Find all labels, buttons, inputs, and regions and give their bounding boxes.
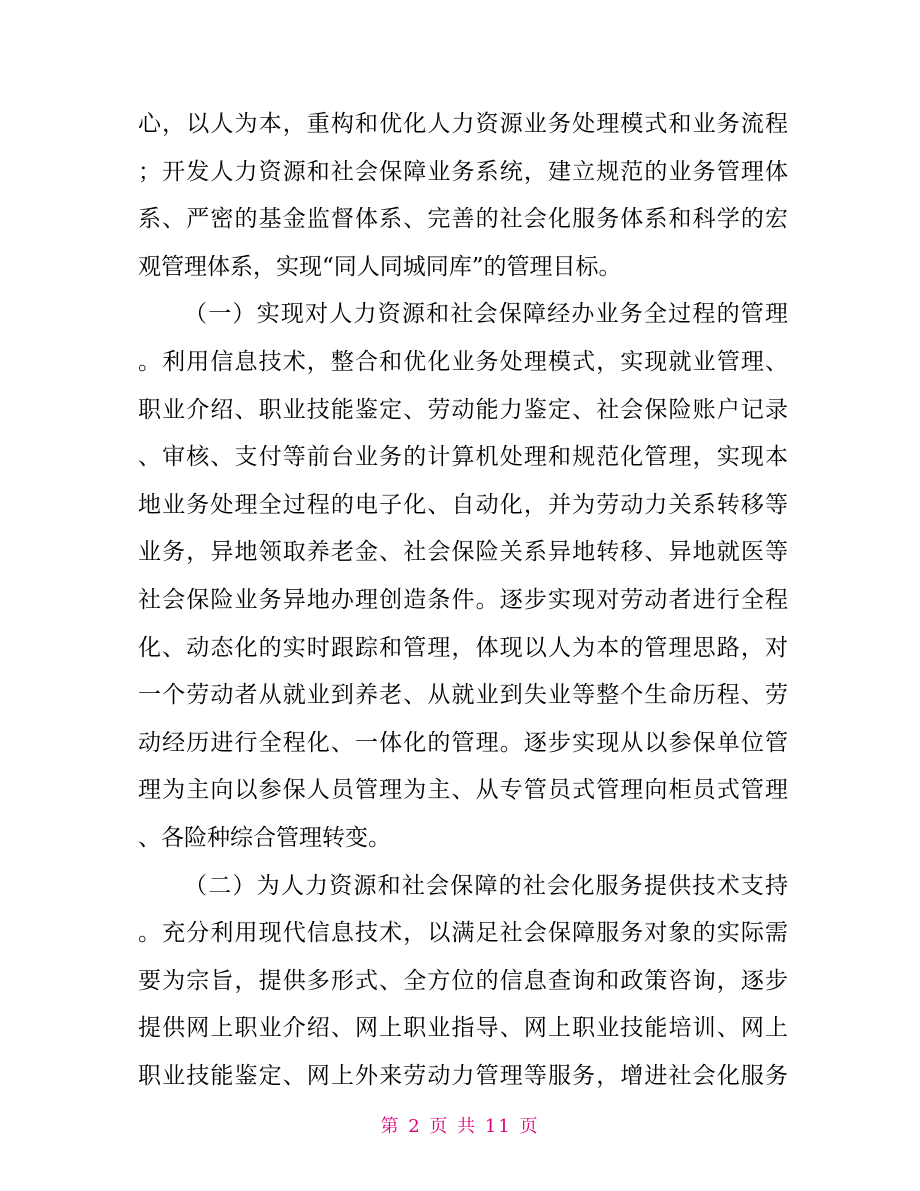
text-line: 理为主向以参保人员管理为主、从专管员式管理向柜员式管理 (138, 777, 788, 804)
text-line: 业务，异地领取养老金、社会保险关系异地转移、异地就医等 (138, 539, 788, 566)
document-body (138, 101, 788, 1100)
text-line: 、审核、支付等前台业务的计算机处理和规范化管理，实现本 (138, 444, 788, 471)
text-line: 化、动态化的实时跟踪和管理，体现以人为本的管理思路，对 (138, 634, 788, 661)
text-line: 。充分利用现代信息技术，以满足社会保障服务对象的实际需 (138, 920, 788, 947)
text-line: 地业务处理全过程的电子化、自动化，并为劳动力关系转移等 (138, 491, 788, 518)
section-heading-1: （一）实现对人力资源和社会保障经办业务全过程的管理 (184, 301, 788, 328)
section-heading-2: （二）为人力资源和社会保障的社会化服务提供技术支持 (184, 872, 788, 899)
text-line: 、各险种综合管理转变。 (138, 824, 391, 851)
text-line: 社会保险业务异地办理创造条件。逐步实现对劳动者进行全程 (138, 586, 788, 613)
text-line: 心，以人为本，重构和优化人力资源业务处理模式和业务流程 (138, 111, 788, 137)
text-line: 一个劳动者从就业到养老、从就业到失业等整个生命历程、劳 (138, 682, 788, 709)
text-line: 系、严密的基金监督体系、完善的社会化服务体系和科学的宏 (138, 206, 788, 233)
text-line: 。利用信息技术，整合和优化业务处理模式，实现就业管理、 (138, 348, 788, 375)
text-line: ；开发人力资源和社会保障业务系统，建立规范的业务管理体 (138, 158, 788, 185)
page-number-footer: 第 2 页 共 11 页 (380, 1116, 540, 1137)
text-line: 职业技能鉴定、网上外来劳动力管理等服务，增进社会化服务 (138, 1062, 788, 1089)
text-line: 观管理体系，实现“同人同城同库”的管理目标。 (138, 253, 622, 280)
text-line: 职业介绍、职业技能鉴定、劳动能力鉴定、社会保险账户记录 (138, 396, 788, 423)
text-line: 要为宗旨，提供多形式、全方位的信息查询和政策咨询，逐步 (138, 967, 788, 994)
text-line: 动经历进行全程化、一体化的管理。逐步实现从以参保单位管 (138, 729, 788, 756)
text-line: 提供网上职业介绍、网上职业指导、网上职业技能培训、网上 (138, 1015, 788, 1042)
